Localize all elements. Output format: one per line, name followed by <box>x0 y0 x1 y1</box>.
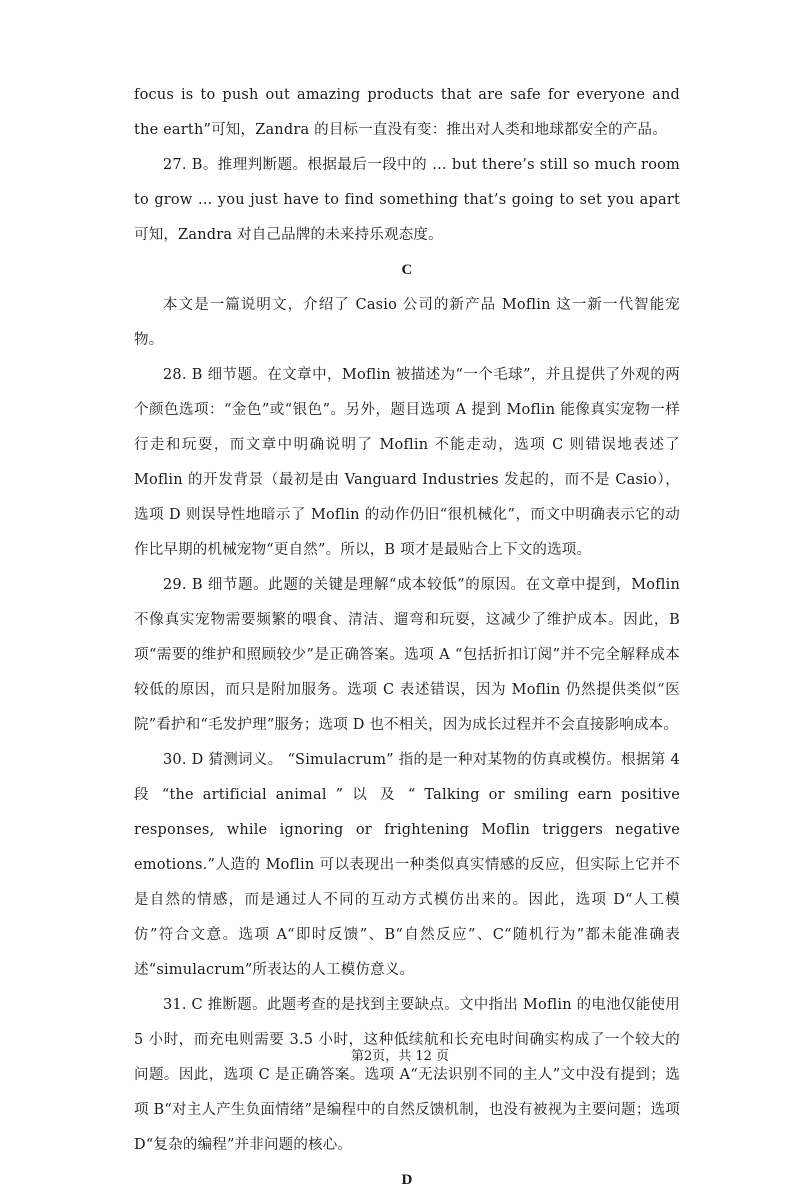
answer-29: 29. B 细节题。此题的关键是理解“成本较低”的原因。在文章中提到，Moflin 不像真实宠物需要频繁的喂食、清洁、遛弯和玩耍，这减少了维护成本。因此，B 项“需要的维护和照顾较少”是正确答案。选项 A “包括折扣订阅”并不完全解释成本较低的原因，而只是附加服务。选项 C 表述错误，因为 Moflin 仍然提供类似“医院”看护和“毛发护理”服务；选项 D 也不相关，因为成长过程并不会直接影响成本。 <box>134 577 680 733</box>
page-number: 第2页，共 12 页 <box>350 1049 450 1064</box>
section-heading-c: C <box>401 262 413 278</box>
paragraph-continuation: focus is to push out amazing products that are safe for everyone and the earth”可知，Zandra 的目标一直没有变：推出对人类和地球都安全的产品。 <box>134 87 680 138</box>
answer-27: 27. B。推理判断题。根据最后一段中的 … but there’s still so much room to grow … you just have to find something that’s going to set you apart 可知，Zandra 对自己品牌的未来持乐观态度。 <box>134 157 680 243</box>
answer-30: 30. D 猜测词义。 “Simulacrum” 指的是一种对某物的仿真或模仿。根据第 4 段 “the artificial animal ” 以 及 “ Talking or smiling earn positive responses, while ignoring or frightening Moflin triggers negative emotions.”人造的 Moflin 可以表现出一种类似真实情感的反应，但实际上它并不是自然的情感，而是通过人不同的互动方式模仿出来的。因此，选项 D“人工模仿”符合文意。选项 A“即时反馈”、B“自然反应”、C“随机行为”都未能准确表述“simulacrum”所表达的人工模仿意义。 <box>134 752 680 978</box>
section-heading-d: D <box>401 1172 413 1188</box>
section-c-summary: 本文是一篇说明文，介绍了 Casio 公司的新产品 Moflin 这一新一代智能宠物。 <box>134 297 680 348</box>
answer-28: 28. B 细节题。在文章中，Moflin 被描述为“一个毛球”，并且提供了外观的两个颜色选项：“金色”或“银色”。另外，题目选项 A 提到 Moflin 能像真实宠物一样行走和玩耍，而文章中明确说明了 Moflin 不能走动，选项 C 则错误地表述了 Moflin 的开发背景（最初是由 Vanguard Industries 发起的，而不是 Casio），选项 D 则误导性地暗示了 Moflin 的动作仍旧“很机械化”，而文中明确表示它的动作比早期的机械宠物“更自然”。所以，B 项才是最贴合上下文的选项。 <box>134 367 680 558</box>
page-content <box>134 78 680 1198</box>
answer-31: 31. C 推断题。此题考查的是找到主要缺点。文中指出 Moflin 的电池仅能使用 5 小时，而充电则需要 3.5 小时，这种低续航和长充电时间确实构成了一个较大的问题。因此，选项 C 是正确答案。选项 A“无法识别不同的主人”文中没有提到；选项 B“对主人产生负面情绪”是编程中的自然反馈机制，也没有被视为主要问题；选项 D“复杂的编程”并非问题的核心。 <box>134 997 680 1153</box>
